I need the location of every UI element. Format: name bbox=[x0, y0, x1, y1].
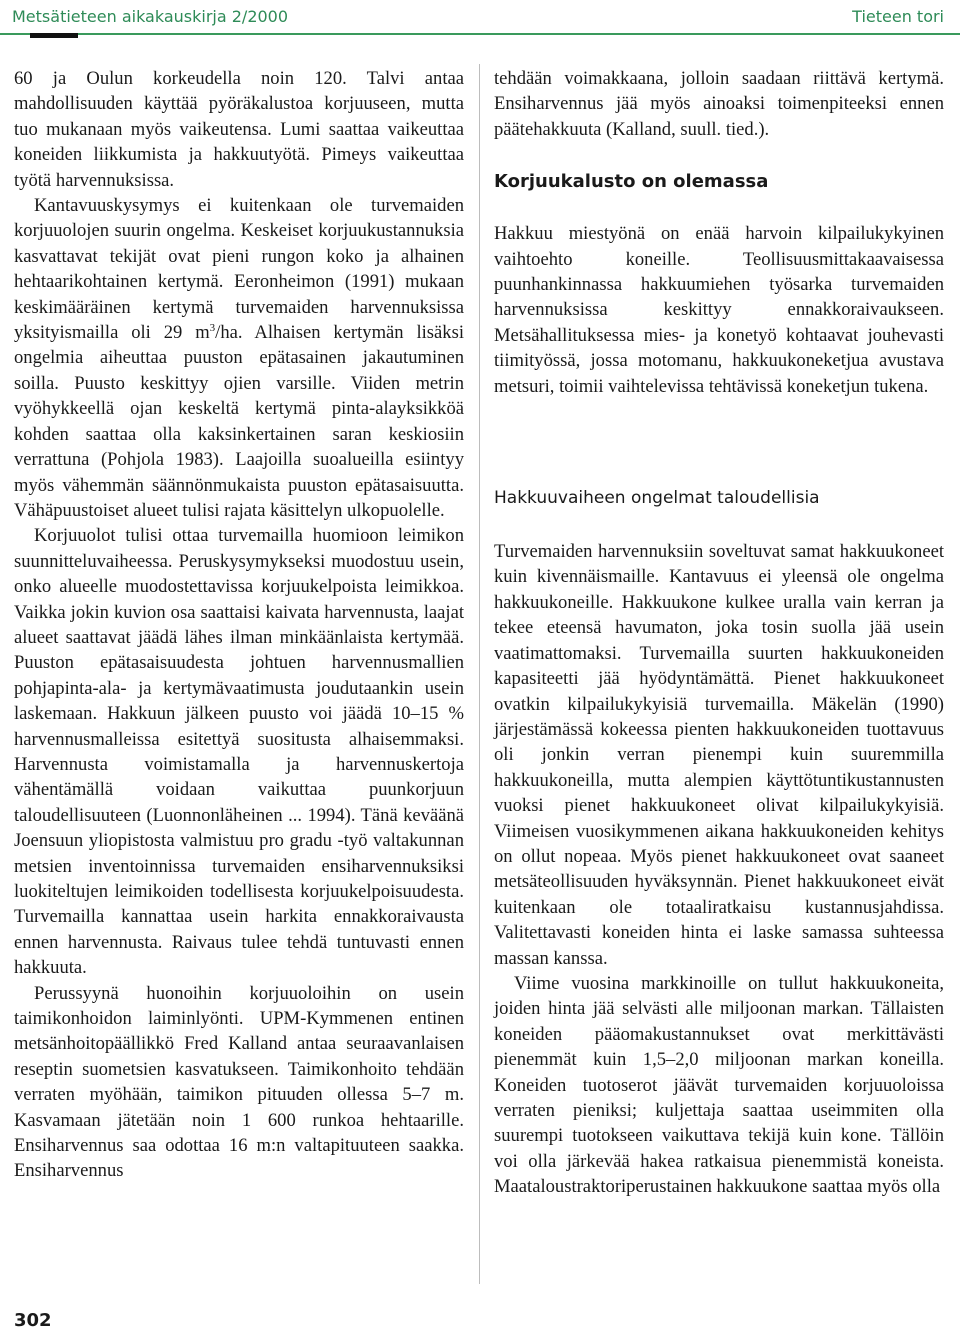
paragraph: Hakkuu miestyönä on enää harvoin kilpailukykyinen vaihtoehto koneille. Teollisuusmittakaavaisessa puunhankinnassa hakkuumiehen työsarka turvemaiden harvennuksissa keskittyy ennakkoraivaukseen. Metsähallituksessa mies- ja konetyö kohtaavat jouhevasti tiimityössä, jossa motomanu, hakkuukoneketjua avustava metsuri, toimii vaihtelevissa tehtävissä koneketjun tukena. bbox=[494, 223, 944, 397]
paragraph: Kantavuuskysymys ei kuitenkaan ole turvemaiden korjuuolojen suurin ongelma. Keskeiset korjuukustannuksia kasvattavat tekijät ovat pieni rungon koko ja alhainen hehtaarikohtainen kertymä. Eeronheimon (1991) mukaan keskimääräinen kertymä turvemaiden harvennuksissa yksityismailla oli 29 $m^3/ha$. Alhaisen kertymän lisäksi ongelmia aiheuttaa puuston epätasainen jakautuminen soilla. Puusto keskittyy ojien varsille. Viiden metrin vyöhykkeellä ojan keskeltä kertymä pinta-alayksikköä kohden saattaa olla kaksinkertainen saran keskiosiin verrattuna (Pohjola 1983). Laajoilla suoalueilla esiintyy myös vähemmän säännönmukaista puuston epätasaisuutta. Vähäpuustoiset alueet tulisi rajata käsittelyn ulkopuolelle. bbox=[14, 195, 464, 521]
paragraph: tehdään voimakkaana, jolloin saadaan riittävä kertymä. Ensiharvennus jää myös ainoaksi toimenpiteeksi ennen päätehakkuuta (Kalland, suull. tied.). bbox=[494, 68, 944, 140]
left-column bbox=[14, 66, 464, 1184]
journal-title: Metsätieteen aikakauskirja 2/2000 bbox=[12, 7, 289, 26]
column-divider bbox=[479, 64, 480, 1284]
header-rule-accent bbox=[30, 33, 78, 38]
section-title: Tieteen tori bbox=[852, 7, 944, 26]
section-heading: Korjuukalusto on olemassa bbox=[494, 171, 769, 193]
paragraph: Viime vuosina markkinoille on tullut hakkuukoneita, joiden hinta jää selvästi alle miljoonan markan. Tällaisten koneiden pääomakustannukset ovat merkittävästi pienemmät kuin 1,5–2,0 miljoonan markan koneilla. Koneiden tuotoserot jäävät turvemaiden korjuuoloissa verraten pieniksi; kuljettaja saattaa useimmiten olla suurempi tuotokseen vaikuttava tekijä kuin kone. Tällöin voi olla järkevää hakea ratkaisua pienemmistä koneista. Maataloustraktoriperustainen hakkuukone saattaa myös olla bbox=[494, 972, 944, 1198]
paragraph: Turvemaiden harvennuksiin soveltuvat samat hakkuukoneet kuin kivennäismaille. Kantavuus ei yleensä ole ongelma hakkuukoneille. Hakkuukone kulkee uralla vain kerran ja tekee eteensä havumaton, joka tosin suolla jää usein vaatimattomaksi. Turvemailla suurten hakkuukoneiden kapasiteetti jää hyödyntämättä. Pienet hakkuukoneet ovatkin kilpailukykyisiä turvemailla. Mäkelän (1990) järjestämässä kokeessa pienten hakkuukoneiden tuottavuus oli jonkin verran pienempi kuin suuremmilla hakkuukoneilla, mutta alempien käyttötuntikustannusten vuoksi pienet hakkuukoneet olivat kilpailukykyisiä. Viimeisen vuosikymmenen aikana hakkuukoneiden kehitys on ollut nopeaa. Myös pienet hakkuukoneet ovat saaneet metsäteollisuuden hyväksynnän. Pienet hakkuukoneet eivät kuitenkaan ole totaaliratkaisu kustannusjahdissa. Valitettavasti koneiden hinta ei laske samassa suhteessa massan kanssa. bbox=[494, 541, 944, 969]
header-rule bbox=[0, 33, 960, 35]
running-header bbox=[0, 0, 960, 40]
page-number: 302 bbox=[14, 1310, 52, 1331]
right-column bbox=[494, 66, 944, 1200]
paragraph: Korjuuolot tulisi ottaa turvemailla huomioon leimikon suunnitteluvaiheessa. Peruskysymykseksi muodostuu usein, onko alueelle muodostettavissa korjuukelpoista leimikkoa. Vaikka jokin kuvion osa saattaisi kaivata harvennusta, laajat alueet saattavat jäädä lähes ilman minkäänlaista kertymää. Puuston epätasaisuudesta johtuen harvennusmallien pohjapinta-ala- ja kertymävaatimusta joudutaankin usein laskemaan. Hakkuun jälkeen puusto voi jäädä 10–15 % harvennusmalleissa esitettyä suositusta alhaisemmaksi. Harvennusta voimistamalla ja harvennuskertoja vähentämällä voidaan vaikuttaa puunkorjuun taloudellisuuteen (Luonnonläheinen ... 1994). Tänä keväänä Joensuun yliopistosta valmistuu pro gradu -työ valtakunnan metsien inventoinnissa turvemaiden ensiharvennuksiksi luokiteltujen leimikoiden todellisesta korjuukelpoisuudesta. Turvemailla kannattaa usein harkita ennakkoraivausta ennen harvennusta. Raivaus tulee tehdä tuntuvasti ennen hakkuuta. bbox=[14, 525, 464, 979]
paragraph: Perussyynä huonoihin korjuuoloihin on usein taimikonhoidon laiminlyönti. UPM-Kymmenen entinen metsänhoitopäällikkö Fred Kalland antaa seuraavanlaisen reseptin suometsien kasvatukseen. Taimikonhoito tehdään verraten myöhään, taimikon pituuden ollessa 5–7 m. Kasvamaan jätetään noin 1 600 runkoa hehtaarille. Ensiharvennus saa odottaa 16 m:n valtapituuteen saakka. Ensiharvennus bbox=[14, 982, 464, 1182]
superscript: 3 bbox=[209, 321, 216, 334]
section-heading: Hakkuuvaiheen ongelmat taloudellisia bbox=[494, 488, 820, 509]
paragraph: 60 ja Oulun korkeudella noin 120. Talvi antaa mahdollisuuden käyttää pyöräkalustoa korjuuseen, mutta tuo mukanaan myös vaikeutensa. Lumi saattaa vaikeuttaa koneiden liikkumista ja hakkuutyötä. Pimeys vaikeuttaa työtä harvennuksissa. bbox=[14, 68, 464, 191]
